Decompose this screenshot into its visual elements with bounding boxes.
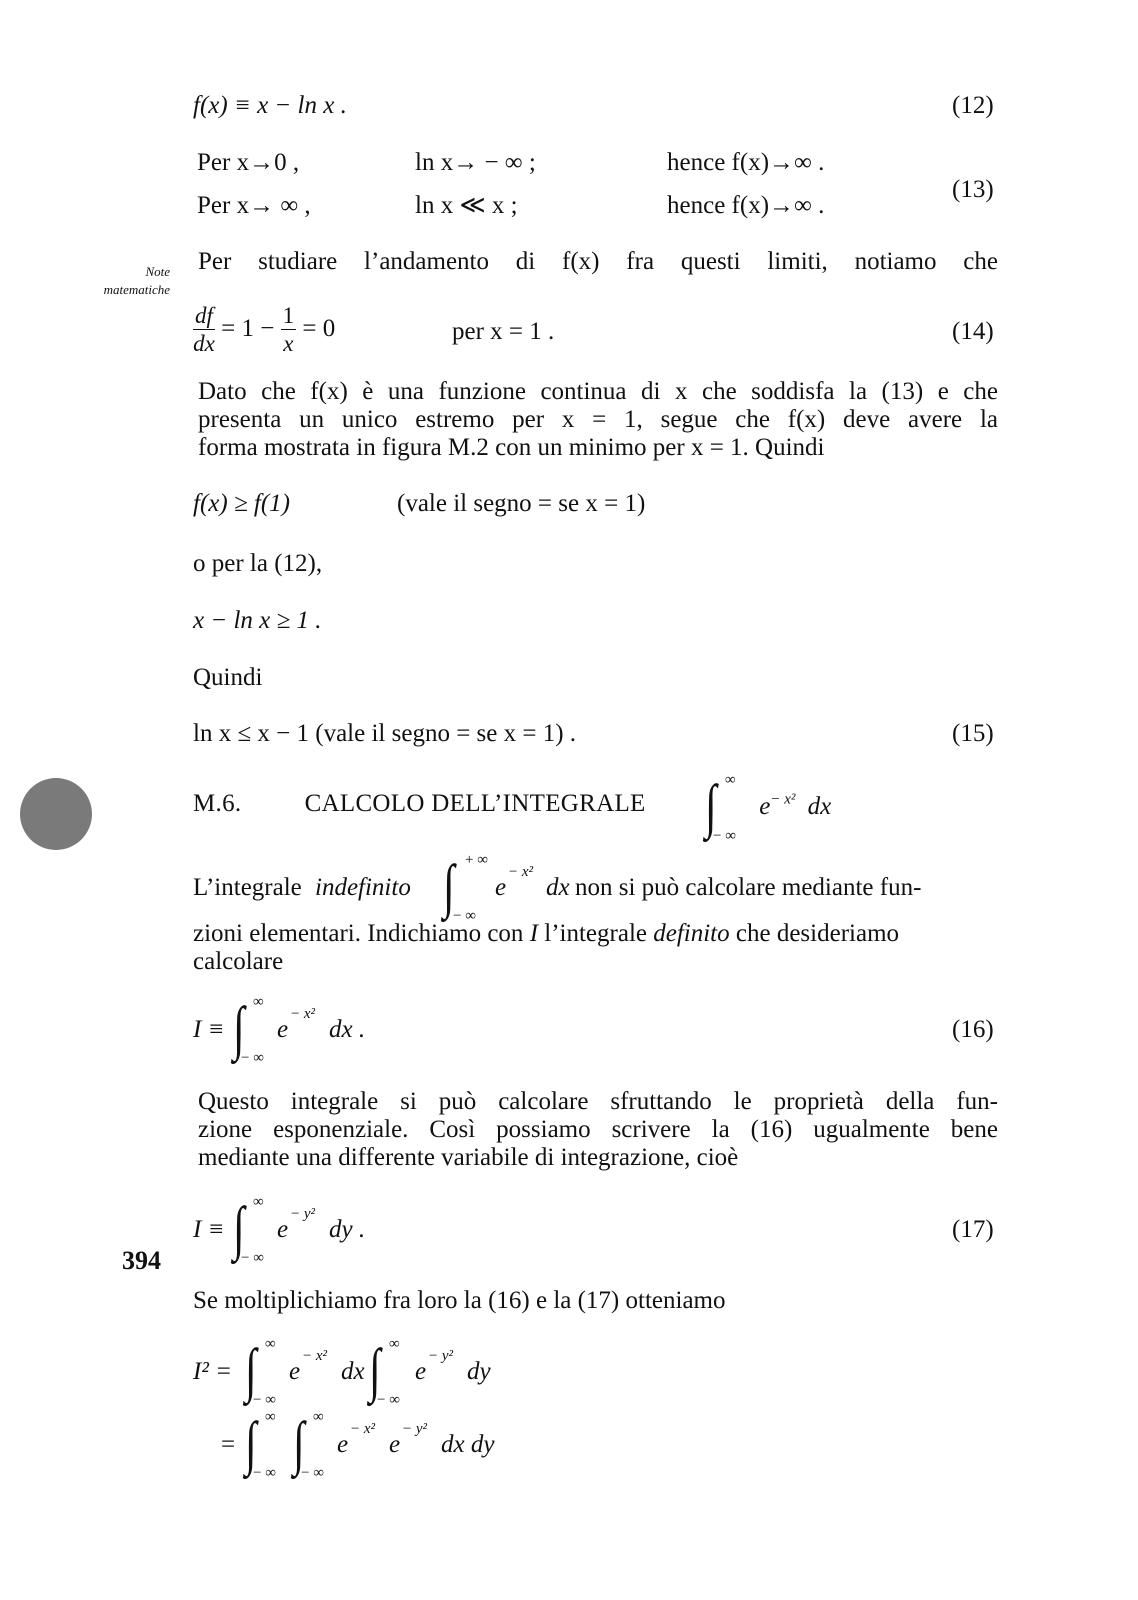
integral-upper-limit: ∞: [313, 1409, 324, 1425]
margin-note-line1: Note: [145, 264, 170, 279]
equation-number-16: (16): [952, 1016, 994, 1043]
intro-paragraph: [198, 248, 998, 276]
section-number: M.6.: [193, 790, 242, 817]
equation-number-14: (14): [952, 318, 994, 345]
text-quindi: Quindi: [193, 664, 263, 691]
integrand-exponent: − x²: [350, 1421, 376, 1437]
integrand-exponent: − x²: [770, 791, 796, 808]
integrand: e: [759, 792, 771, 820]
integral-lower-limit: − ∞: [301, 1465, 324, 1481]
integral-symbol: ∫: [705, 773, 717, 839]
integrand-exponent: − x²: [290, 1006, 316, 1022]
paragraph-1-line-1: Dato che f(x) è una funzione continua di x che soddisfa la (13) e che: [198, 378, 998, 405]
inequality-note: (vale il segno = se x = 1): [397, 490, 646, 517]
integral-upper-limit: ∞: [725, 772, 736, 788]
paragraph-1-line-2: presenta un unico estremo per x = 1, segue che f(x) deve avere la: [198, 406, 998, 433]
page-number: 394: [122, 1246, 161, 1275]
paragraph-3-line-1: Questo integrale si può calcolare sfruttando le proprietà della fun-: [198, 1088, 998, 1115]
integral-sign: [705, 772, 736, 844]
eq13-row1-col1: Per x→0 ,: [197, 149, 300, 176]
integral-lower-limit: − ∞: [377, 1392, 400, 1408]
paragraph-2-line-3: calcolare: [193, 948, 284, 975]
inequality-f: f(x) ≥ f(1): [193, 490, 291, 517]
integral-symbol: ∫: [233, 1195, 245, 1261]
eq13-row2-col3: hence f(x)→∞ .: [667, 192, 825, 219]
paragraph-3-line-2: zione esponenziale. Così possiamo scrivere la (16) ugualmente bene: [198, 1116, 998, 1143]
equation-number-12: (12): [952, 92, 994, 119]
section-title: CALCOLO DELL’INTEGRALE: [304, 790, 646, 817]
equation-18-line-2: [193, 1409, 593, 1481]
equation-12: f(x) ≡ x − ln x .: [193, 92, 347, 119]
integrand: e: [389, 1431, 401, 1458]
equation-15: ln x ≤ x − 1 (vale il segno = se x = 1) .: [193, 720, 577, 747]
eq16-lhs: I ≡: [193, 1016, 225, 1043]
integral-lower-limit: − ∞: [253, 1465, 276, 1481]
section-integral: [705, 772, 832, 844]
integrand: e: [277, 1216, 289, 1243]
differential: dx: [546, 874, 570, 901]
differential: dy .: [329, 1216, 366, 1243]
equation-number-15: (15): [952, 720, 994, 747]
eq14-condition: per x = 1 .: [452, 318, 555, 345]
eq13-row1-col2: ln x→ − ∞ ;: [415, 149, 536, 176]
integral-symbol: ∫: [245, 1337, 257, 1403]
integral-upper-limit: ∞: [253, 994, 264, 1010]
equation-number-13: (13): [952, 176, 994, 203]
integral-lower-limit: − ∞: [713, 828, 736, 844]
fraction-denominator: dx: [193, 331, 215, 356]
text-indefinito: indefinito: [315, 874, 411, 901]
differential: dx dy: [441, 1431, 495, 1458]
integrand: e: [495, 874, 507, 901]
fraction-numerator: df: [195, 303, 213, 328]
fraction-denominator: x: [283, 331, 294, 356]
paragraph-2-line-1: [193, 852, 998, 924]
integral-symbol: ∫: [293, 1410, 305, 1476]
integrand-exponent: − y²: [428, 1348, 454, 1364]
integral-sign: [443, 852, 488, 924]
integrand: e: [277, 1016, 289, 1043]
paragraph-1: [198, 378, 998, 462]
integral-lower-limit: − ∞: [241, 1250, 264, 1266]
integral-lower-limit: − ∞: [241, 1050, 264, 1066]
eq18-equals: =: [221, 1431, 236, 1458]
integrand: e: [289, 1358, 301, 1385]
text-definito: definito: [653, 920, 730, 947]
integral-lower-limit: − ∞: [253, 1392, 276, 1408]
integral-symbol: ∫: [233, 995, 245, 1061]
margin-note-line2: matematiche: [103, 282, 170, 297]
one-over-x-fraction: [281, 304, 297, 355]
differential: dx .: [329, 1016, 366, 1043]
integral-symbol: ∫: [369, 1337, 381, 1403]
integrand-exponent: − y²: [290, 1206, 316, 1222]
integral-upper-limit: + ∞: [465, 852, 488, 868]
integral-upper-limit: ∞: [265, 1336, 276, 1352]
eq13-row2-col1: Per x→ ∞ ,: [197, 192, 311, 219]
integrand-exponent: − y²: [402, 1421, 428, 1437]
text-l2c: che desideriamo: [729, 920, 900, 947]
integrand: e: [415, 1358, 427, 1385]
text-l2b: l’integrale: [538, 920, 654, 947]
integral-lower-limit: − ∞: [453, 908, 476, 924]
symbol-I: I: [529, 920, 539, 947]
eq14-part2: = 0: [302, 315, 336, 343]
paragraph-2-line-2: [193, 920, 998, 949]
integral-sign: [369, 1336, 400, 1408]
integrand-exponent: − x²: [508, 864, 534, 880]
integral-upper-limit: ∞: [265, 1409, 276, 1425]
differential: dy: [467, 1358, 491, 1385]
section-heading: [193, 790, 646, 819]
text-l2a: zioni elementari. Indichiamo con: [193, 920, 530, 947]
integral-upper-limit: ∞: [253, 1194, 264, 1210]
integral-sign: [293, 1409, 324, 1481]
paragraph-1-line-3: forma mostrata in figura M.2 con un minimo per x = 1. Quindi: [198, 434, 825, 461]
integrand: e: [337, 1431, 349, 1458]
equation-number-17: (17): [952, 1216, 994, 1243]
integrand-exponent: − x²: [302, 1348, 328, 1364]
eq13-row1-col3: hence f(x)→∞ .: [667, 149, 825, 176]
eq14-part1: = 1 −: [221, 315, 275, 343]
text-o-per: o per la (12),: [193, 550, 323, 577]
integral-sign: [245, 1409, 276, 1481]
integral-sign: [245, 1336, 276, 1408]
eq13-row2-col2: ln x ≪ x ;: [415, 192, 518, 219]
intro-line: Per studiare l’andamento di f(x) fra questi limiti, notiamo che: [198, 248, 998, 275]
integral-sign: [233, 994, 264, 1066]
differential: dx: [341, 1358, 365, 1385]
df-dx-fraction: [193, 304, 215, 355]
integral-symbol: ∫: [443, 853, 455, 919]
paragraph-3: [198, 1088, 998, 1172]
eq17-lhs: I ≡: [193, 1216, 225, 1243]
equation-18-line-1: [193, 1336, 593, 1408]
paragraph-4: Se moltiplichiamo fra loro la (16) e la (17) otteniamo: [193, 1287, 726, 1314]
paragraph-3-line-3: mediante una differente variabile di integrazione, cioè: [198, 1144, 739, 1171]
fraction-numerator: 1: [282, 303, 295, 328]
margin-dot: [20, 778, 92, 850]
integral-upper-limit: ∞: [389, 1336, 400, 1352]
text-post: non si può calcolare mediante fun-: [575, 874, 922, 901]
integral-sign: [233, 1194, 264, 1266]
eq18-lhs: I² =: [193, 1358, 232, 1385]
differential: dx: [807, 792, 832, 820]
text-pre: L’integrale: [193, 874, 302, 901]
inequality-x-lnx: x − ln x ≥ 1 .: [193, 607, 322, 634]
equation-14: [193, 304, 335, 366]
integral-symbol: ∫: [245, 1410, 257, 1476]
